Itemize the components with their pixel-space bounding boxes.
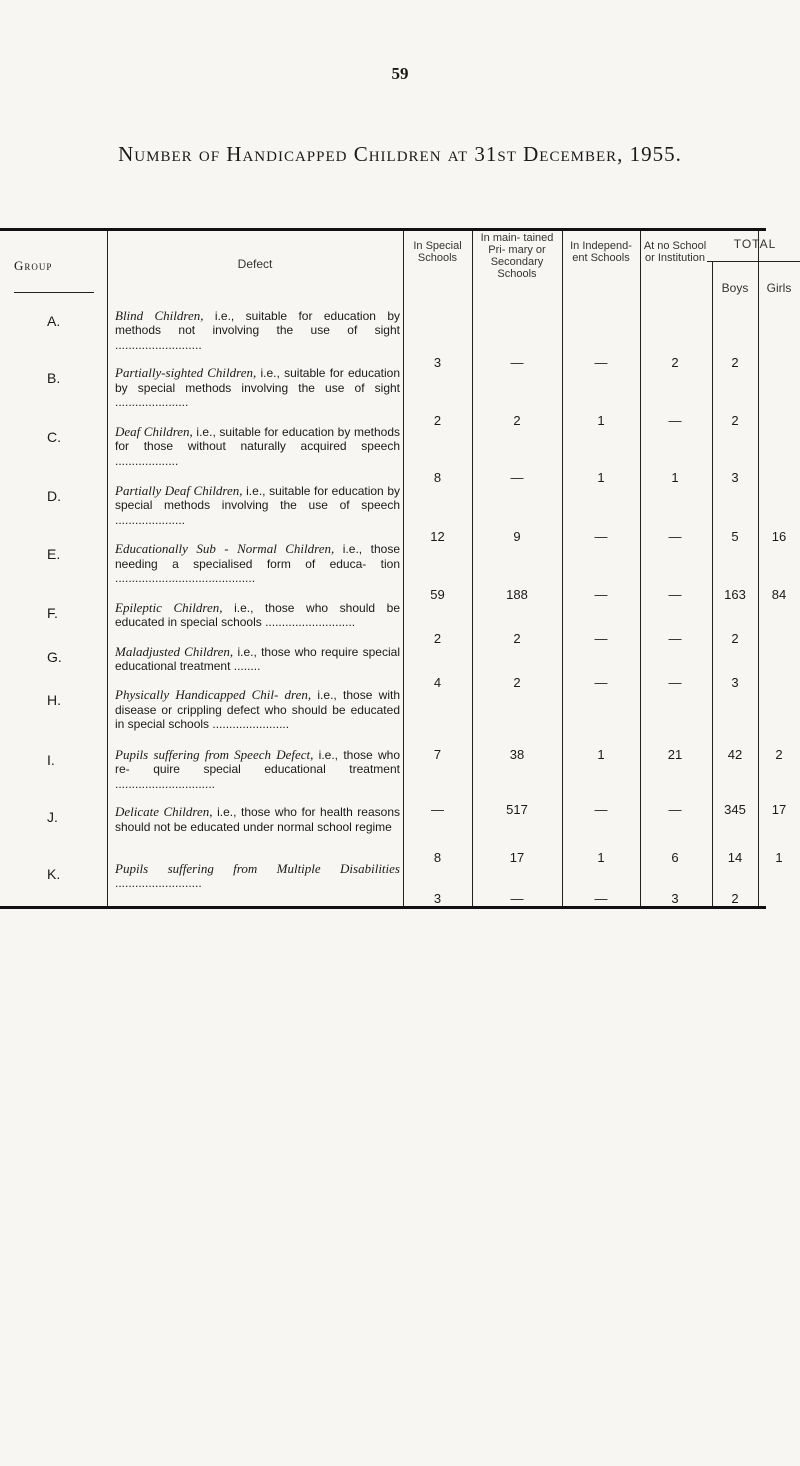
cell-maintained: 38 bbox=[509, 746, 525, 762]
cell-special: 59 bbox=[430, 587, 445, 603]
defect-name: Blind Children, bbox=[115, 307, 204, 323]
cell-maintained: — bbox=[510, 890, 524, 906]
cell-no-school: — bbox=[668, 675, 682, 691]
cell-boys: 14 bbox=[727, 850, 743, 866]
cell-maintained: — bbox=[510, 470, 524, 486]
cell-boys: 2 bbox=[731, 354, 739, 370]
cell-girls: 84 bbox=[771, 587, 787, 603]
header-independent: In Independ- ent Schools bbox=[570, 240, 632, 264]
header-rule-group bbox=[14, 292, 94, 293]
cell-no-school: 6 bbox=[671, 850, 679, 866]
cell-special: 12 bbox=[430, 529, 445, 545]
group-letter: C. bbox=[47, 428, 61, 445]
table-top-rule bbox=[0, 228, 766, 231]
defect-description bbox=[115, 688, 400, 732]
cell-independent: — bbox=[594, 587, 608, 603]
defect-text: i.e., those who should be educated in special schools ........................... bbox=[115, 600, 401, 630]
cell-maintained: 188 bbox=[506, 587, 528, 603]
cell-special: 2 bbox=[433, 630, 442, 646]
cell-special: 7 bbox=[433, 746, 442, 762]
group-letter: G. bbox=[47, 648, 62, 665]
cell-boys: 163 bbox=[724, 587, 746, 603]
cell-special: 3 bbox=[433, 354, 442, 370]
cell-independent: — bbox=[594, 354, 608, 370]
cell-boys: 5 bbox=[731, 529, 739, 545]
defect-description bbox=[115, 601, 400, 630]
cell-independent: 1 bbox=[597, 470, 605, 486]
defect-name: Partially-sighted Children, bbox=[115, 365, 257, 381]
cell-girls: 1 bbox=[775, 850, 783, 866]
defect-text: i.e., those with disease or crippling defect who should be educated in special schools ....................... bbox=[115, 688, 400, 732]
cell-no-school: — bbox=[668, 529, 682, 545]
defect-text: .......................... bbox=[115, 876, 202, 890]
cell-boys: 2 bbox=[731, 412, 739, 428]
cell-independent: — bbox=[594, 890, 608, 906]
cell-maintained: 517 bbox=[506, 801, 528, 817]
group-letter: B. bbox=[47, 370, 61, 387]
cell-no-school: 1 bbox=[671, 470, 679, 486]
defect-name: Partially Deaf Children, bbox=[115, 482, 243, 498]
group-letter: E. bbox=[47, 546, 61, 563]
defect-description bbox=[115, 542, 400, 586]
defect-name: Educationally Sub - Normal Children, bbox=[115, 541, 335, 557]
cell-boys: 42 bbox=[727, 746, 743, 762]
cell-no-school: 21 bbox=[667, 746, 683, 762]
cell-independent: — bbox=[594, 529, 608, 545]
cell-girls: 2 bbox=[775, 746, 783, 762]
cell-maintained: 17 bbox=[509, 850, 525, 866]
group-letter: K. bbox=[47, 865, 61, 882]
column-divider bbox=[107, 231, 108, 906]
header-special: In Special Schools bbox=[413, 240, 462, 264]
cell-maintained: — bbox=[510, 354, 524, 370]
cell-maintained: 2 bbox=[513, 630, 521, 646]
header-defect: Defect bbox=[237, 257, 273, 271]
cell-no-school: — bbox=[668, 412, 682, 428]
header-girls: Girls bbox=[766, 281, 792, 295]
cell-independent: — bbox=[594, 801, 608, 817]
defect-description bbox=[115, 645, 400, 674]
cell-independent: — bbox=[594, 630, 608, 646]
group-letter: H. bbox=[47, 692, 61, 709]
cell-special: 8 bbox=[433, 470, 442, 486]
cell-special: — bbox=[431, 801, 444, 817]
cell-no-school: — bbox=[668, 630, 682, 646]
cell-independent: 1 bbox=[597, 412, 605, 428]
defect-text: i.e., those needing a specialised form of educa- tion .......................................... bbox=[115, 542, 400, 586]
defect-text: i.e., suitable for education by special methods involving the use of sight ...................... bbox=[115, 366, 401, 410]
cell-independent: 1 bbox=[597, 746, 605, 762]
defect-description bbox=[115, 484, 400, 528]
group-letter: I. bbox=[47, 751, 55, 768]
table-bottom-rule bbox=[0, 906, 766, 909]
defect-name: Deaf Children, bbox=[115, 423, 193, 439]
cell-no-school: — bbox=[668, 587, 682, 603]
cell-boys: 3 bbox=[731, 675, 739, 691]
cell-boys: 345 bbox=[724, 801, 746, 817]
page-title: Number of Handicapped Children at 31st December, 1955. bbox=[118, 142, 682, 166]
defect-name: Maladjusted Children, bbox=[115, 643, 234, 659]
defect-description bbox=[115, 748, 400, 792]
defect-description bbox=[115, 805, 400, 834]
defect-name: Physically Handicapped Chil- dren, bbox=[115, 687, 312, 703]
defect-text: i.e., suitable for education by methods for those without naturally acquired speech ................... bbox=[115, 424, 401, 468]
defect-text: i.e., those who require special educational treatment ........ bbox=[115, 644, 400, 673]
defect-description bbox=[115, 366, 400, 410]
defect-name: Pupils suffering from Speech Defect, bbox=[115, 746, 314, 762]
defect-text: i.e., those who re- quire special educational treatment .............................. bbox=[115, 747, 400, 791]
defect-description bbox=[115, 425, 400, 469]
cell-special: 4 bbox=[433, 675, 442, 691]
header-total: TOTAL bbox=[733, 237, 777, 251]
cell-independent: 1 bbox=[597, 850, 605, 866]
header-no-school: At no School or Institution bbox=[643, 240, 707, 264]
cell-special: 8 bbox=[433, 850, 442, 866]
group-letter: A. bbox=[47, 312, 61, 329]
cell-girls: 16 bbox=[771, 529, 787, 545]
cell-no-school: — bbox=[668, 801, 682, 817]
group-letter: F. bbox=[47, 604, 58, 621]
defect-name: Epileptic Children, bbox=[115, 599, 223, 615]
cell-special: 3 bbox=[433, 890, 442, 906]
cell-no-school: 2 bbox=[671, 354, 679, 370]
cell-independent: — bbox=[594, 675, 608, 691]
header-maintained: In main- tained Pri- mary or Secondary Schools bbox=[480, 232, 554, 280]
defect-text: i.e., those who for health reasons should not be educated under normal school regime bbox=[115, 805, 401, 834]
cell-special: 2 bbox=[433, 412, 442, 428]
defect-name: Pupils suffering from Multiple Disabilities bbox=[115, 860, 400, 876]
header-rule-total bbox=[707, 261, 800, 262]
defect-text: i.e., suitable for education by methods not involving the use of sight .......................... bbox=[115, 308, 401, 352]
defect-text: i.e., suitable for education by special methods involving the use of speech ..................... bbox=[115, 483, 400, 527]
defect-description bbox=[115, 862, 400, 891]
cell-maintained: 2 bbox=[513, 675, 521, 691]
cell-boys: 2 bbox=[731, 630, 739, 646]
cell-boys: 2 bbox=[731, 890, 739, 906]
cell-girls: 17 bbox=[771, 801, 787, 817]
cell-boys: 3 bbox=[731, 470, 739, 486]
cell-maintained: 9 bbox=[513, 529, 521, 545]
header-boys: Boys bbox=[721, 281, 749, 295]
group-letter: J. bbox=[47, 809, 58, 826]
page-number: 59 bbox=[391, 64, 409, 83]
cell-no-school: 3 bbox=[671, 890, 679, 906]
cell-maintained: 2 bbox=[513, 412, 521, 428]
defect-description bbox=[115, 309, 400, 353]
header-group: Group bbox=[14, 258, 53, 273]
defect-name: Delicate Children, bbox=[115, 804, 213, 820]
group-letter: D. bbox=[47, 487, 61, 504]
